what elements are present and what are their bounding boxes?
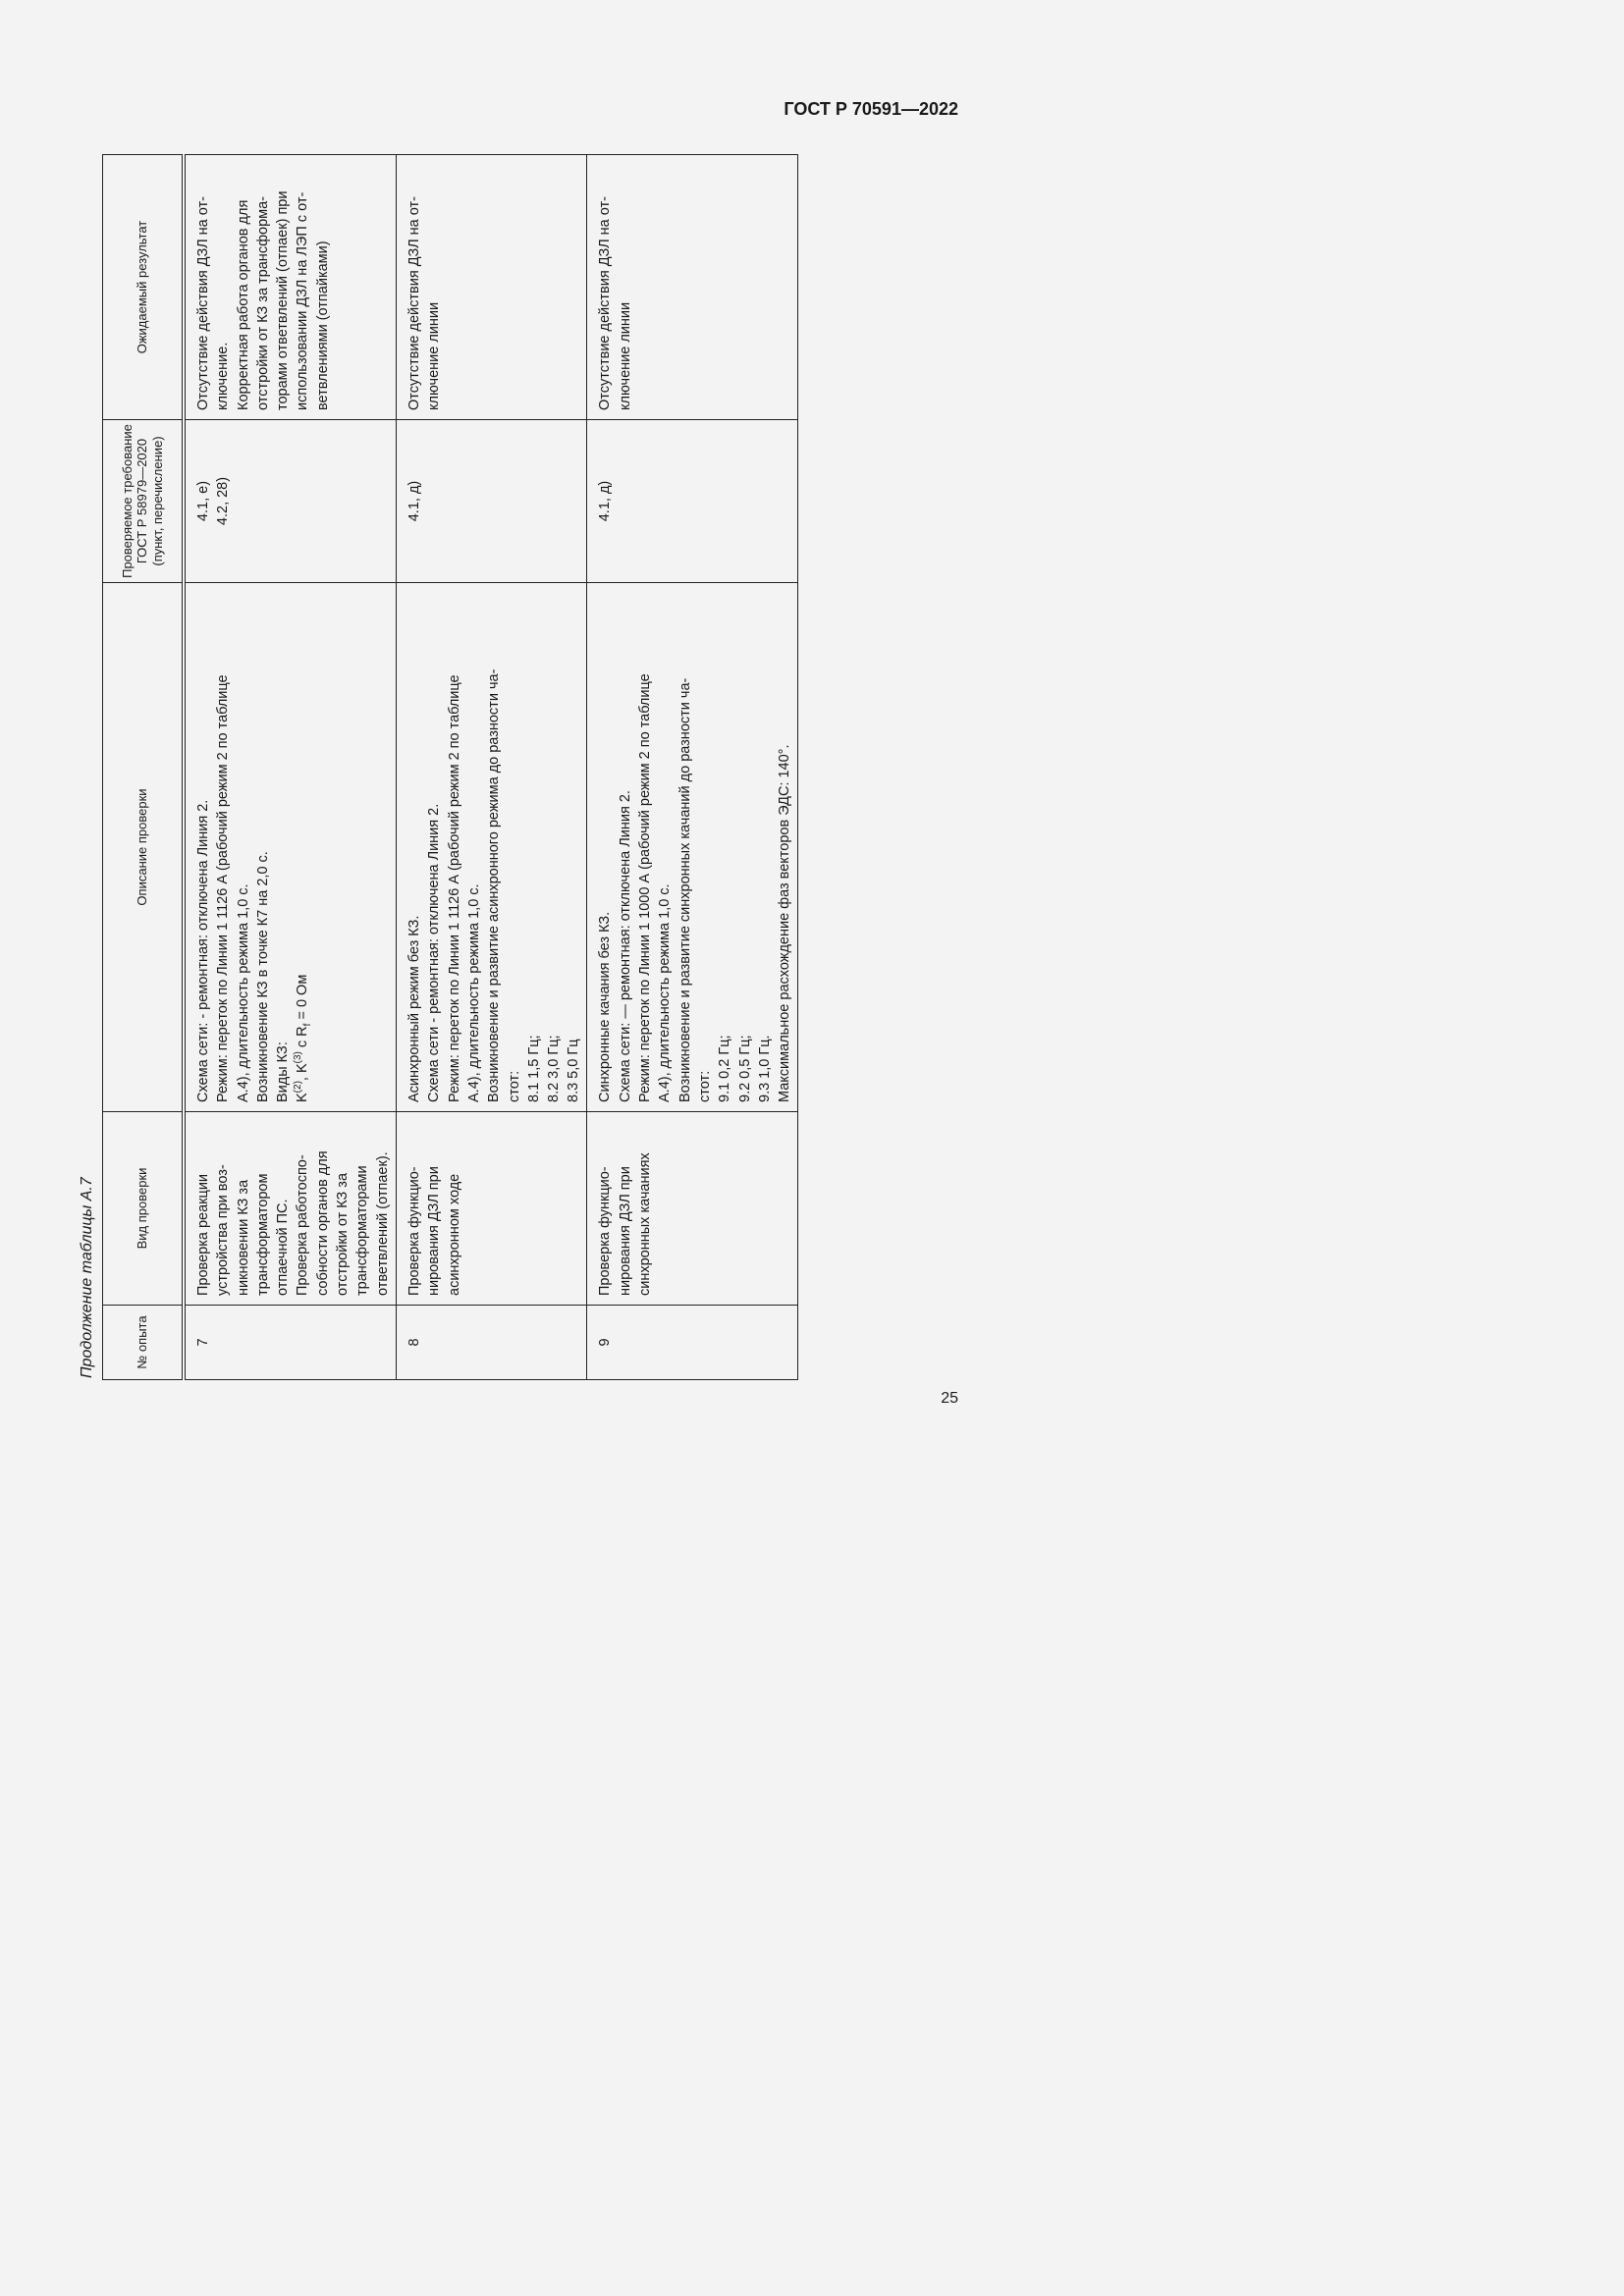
header-description: Описание проверки xyxy=(103,583,185,1112)
description-line: Возникновение и развитие асинхронного режима до разности ча- xyxy=(486,668,503,1102)
description-line: стот: xyxy=(696,1070,713,1102)
kind-line: нирования ДЗЛ при xyxy=(617,1166,633,1296)
row-number: 8 xyxy=(397,1306,587,1380)
requirement-line: 4.1, д) xyxy=(597,480,614,522)
formula-sup-3: (3) xyxy=(293,1051,304,1064)
kind-line: отстройки от КЗ за xyxy=(335,1172,352,1296)
table-row xyxy=(184,155,397,1380)
result-line: Отсутствие действия ДЗЛ на от- xyxy=(406,196,423,410)
fault-types-formula xyxy=(293,589,312,1102)
kind-line: устройства при воз- xyxy=(215,1164,232,1296)
description-line: Асинхронный режим без КЗ. xyxy=(406,915,423,1102)
description-line: 9.1 0,2 Гц; xyxy=(717,1035,733,1102)
page-number: 25 xyxy=(941,1390,958,1407)
description-line: 9.3 1,0 Гц. xyxy=(756,1035,773,1102)
formula-sep: , K xyxy=(295,1063,311,1082)
description-line: Режим: переток по Линии 1 1126 А (рабочий режим 2 по таблице xyxy=(215,674,232,1102)
row-result xyxy=(397,155,587,420)
formula-end: = 0 Ом xyxy=(295,974,311,1024)
result-line: ключение линии xyxy=(426,301,443,410)
result-line: торами ответвлений (отпаек) при xyxy=(275,190,292,410)
kind-line: собности органов для xyxy=(314,1150,331,1296)
description-line: Возникновение и развитие синхронных качаний до разности ча- xyxy=(677,677,693,1102)
header-num: № опыта xyxy=(103,1306,185,1380)
description-line: 8.2 3,0 Гц; xyxy=(546,1035,563,1102)
row-description xyxy=(587,583,798,1112)
kind-line: асинхронном ходе xyxy=(446,1173,462,1296)
kind-line: Проверка работоспо- xyxy=(295,1154,311,1296)
table-caption: Продолжение таблицы А.7 xyxy=(79,1177,95,1378)
row-kind xyxy=(587,1112,798,1306)
description-line: Схема сети - ремонтная: отключена Линия 2. xyxy=(426,803,443,1102)
description-line: 8.1 1,5 Гц; xyxy=(525,1035,542,1102)
kind-line: отпаечной ПС. xyxy=(275,1199,292,1296)
formula-k: K xyxy=(295,1093,311,1102)
kind-line: синхронных качаниях xyxy=(637,1152,654,1296)
kind-line: Проверка функцио- xyxy=(406,1166,423,1296)
description-line: 9.2 0,5 Гц; xyxy=(736,1035,753,1102)
header-result: Ожидаемый результат xyxy=(103,155,185,420)
rotated-table-block xyxy=(57,155,799,1380)
formula-sup-2: (2) xyxy=(293,1081,304,1094)
row-number: 7 xyxy=(184,1306,397,1380)
kind-line: нирования ДЗЛ при xyxy=(426,1166,443,1296)
kind-line: трансформаторами xyxy=(354,1165,371,1296)
description-line: Возникновение КЗ в точке К7 на 2,0 с. xyxy=(254,851,271,1102)
row-requirement xyxy=(184,420,397,583)
requirement-line: 4.1, д) xyxy=(406,480,423,522)
description-line: 8.3 5,0 Гц xyxy=(566,1039,582,1102)
requirement-line: 4.1, е) xyxy=(195,480,211,522)
result-line: Отсутствие действия ДЗЛ на от- xyxy=(597,196,614,410)
test-table xyxy=(102,154,798,1380)
requirement-line: 4.2, 28) xyxy=(215,476,232,526)
table-row xyxy=(397,155,587,1380)
row-requirement xyxy=(397,420,587,583)
row-result xyxy=(587,155,798,420)
result-line: отстройки от КЗ за трансформа- xyxy=(254,196,271,410)
description-line: А.4), длительность режима 1,0 с. xyxy=(657,883,674,1102)
result-line: ветвлениями (отпайками) xyxy=(314,240,331,410)
row-kind xyxy=(397,1112,587,1306)
result-line: Отсутствие действия ДЗЛ на от- xyxy=(195,196,211,410)
description-line: Виды КЗ: xyxy=(275,1041,292,1102)
kind-line: никновении КЗ за xyxy=(235,1179,251,1296)
document-id: ГОСТ Р 70591—2022 xyxy=(784,99,958,119)
result-line: Корректная работа органов для xyxy=(235,199,251,410)
table-header-row xyxy=(103,155,185,1380)
kind-line: ответвлений (отпаек). xyxy=(374,1151,391,1296)
kind-line: трансформатором xyxy=(254,1173,271,1296)
result-line: ключение линии xyxy=(617,301,633,410)
description-line: Синхронные качания без КЗ. xyxy=(597,911,614,1102)
description-line: А.4), длительность режима 1,0 с. xyxy=(235,883,251,1102)
header-kind: Вид проверки xyxy=(103,1112,185,1306)
kind-line: Проверка функцио- xyxy=(597,1166,614,1296)
row-number: 9 xyxy=(587,1306,798,1380)
formula-sub-f: f xyxy=(302,1023,314,1027)
row-description xyxy=(397,583,587,1112)
description-line: А.4), длительность режима 1,0 с. xyxy=(465,883,482,1102)
description-line: Схема сети: — ремонтная: отключена Линия 2. xyxy=(617,790,633,1102)
formula-mid: с R xyxy=(295,1026,311,1052)
row-requirement xyxy=(587,420,798,583)
description-line: Режим: переток по Линии 1 1126 А (рабочий режим 2 по таблице xyxy=(446,674,462,1102)
row-description xyxy=(184,583,397,1112)
description-line: Максимальное расхождение фаз векторов ЭДС: 140°. xyxy=(777,744,793,1102)
description-line: Схема сети: - ремонтная: отключена Линия 2. xyxy=(195,799,211,1102)
description-line: Режим: переток по Линии 1 1000 А (рабочий режим 2 по таблице xyxy=(637,673,654,1102)
table-row xyxy=(587,155,798,1380)
description-line: стот: xyxy=(506,1070,522,1102)
row-result xyxy=(184,155,397,420)
kind-line: Проверка реакции xyxy=(195,1173,211,1296)
header-requirement: Проверяемое требование ГОСТ Р 58979—2020 (пункт, перечисление) xyxy=(103,420,185,583)
row-kind xyxy=(184,1112,397,1306)
result-line: ключение. xyxy=(215,342,232,410)
result-line: использовании ДЗЛ на ЛЭП с от- xyxy=(295,191,311,410)
